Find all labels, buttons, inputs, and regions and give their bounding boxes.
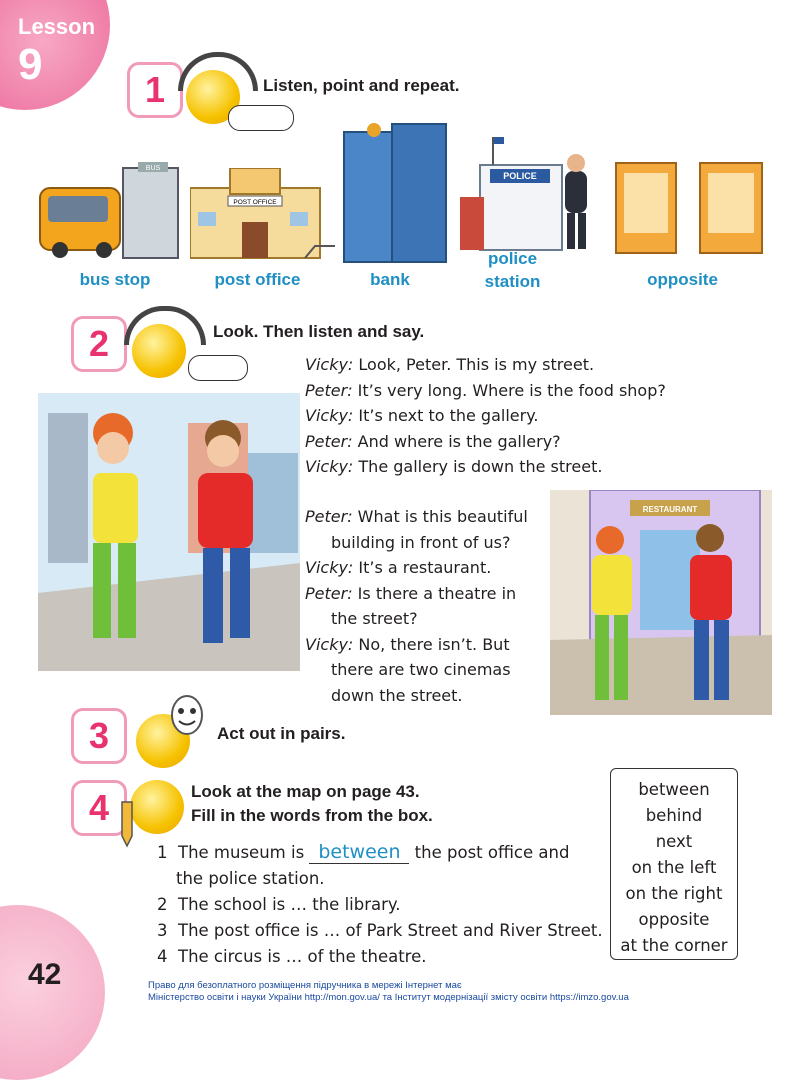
dialogue-line: Vicky: No, there isn’t. But [305,634,510,654]
girl-leg [118,543,136,638]
girl-face [97,432,129,464]
bus-stop-picture [38,160,183,260]
pencil-icon [118,800,142,848]
bus-shelter [123,168,178,258]
girl-shirt-yellow [592,555,632,615]
task-4-instruction-line2: Fill in the words from the box. [191,806,433,825]
task-4-instruction [191,780,433,828]
coin-icon [367,123,381,137]
vocab-post-office: post office [214,270,301,289]
brick-wing [460,197,484,250]
footer-line-1: Право для безоплатного розміщення підручника в мережі Інтернет має [148,980,462,991]
page-badge [0,905,105,1080]
girl-leg [93,543,111,638]
post-office-sign-text: POST OFFICE [233,199,277,206]
vocab-police-station-line1: police [487,249,538,268]
vocab-opposite: opposite [647,270,718,289]
girl-hair [596,526,624,554]
bus-wheel [52,242,68,258]
word-box-item: behind [645,806,703,825]
word-box-item: between [638,780,710,799]
dialogue-line: the street? [331,609,418,628]
bus-sign-text: BUS [145,165,161,172]
footer-line-2: Міністерство освіти і науки України http://mon.gov.ua/ та Інститут модернізації змісту освіти https://imzo.gov.ua [148,992,629,1003]
word-box-item: opposite [638,910,710,929]
boy-leg [714,620,729,700]
mask-eye [190,708,196,714]
task-3-instruction: Act out in pairs. [217,724,346,743]
exercise-item-1-cont: the police station. [176,869,325,888]
dialogue-line: Peter: What is this beautiful [305,507,528,526]
girl-leg [614,615,628,700]
word-box-item: on the left [631,858,717,877]
task-1-instruction: Listen, point and repeat. [263,76,460,95]
windows-right [708,173,754,233]
lesson-label: Lesson [18,14,96,39]
officer-leg [567,213,575,249]
boy-leg [230,548,250,638]
exercise-item-3: 3 The post office is … of Park Street and River Street. [157,921,603,940]
restaurant-illustration [550,490,772,715]
boy-shirt-red [198,473,253,548]
girl-leg [595,615,609,700]
word-box-item: on the right [625,884,723,903]
copyright-footer [148,980,629,1004]
bus-window [48,196,108,222]
pavement [550,635,772,715]
mask-face [172,696,202,734]
exercise-list [157,840,603,970]
dialogue-line: Peter: Is there a theatre in [305,583,517,603]
bank-tower-left [344,132,394,262]
task-2-number: 2 [71,316,127,372]
officer-leg [578,213,586,249]
word-box [610,768,738,960]
task-4-instruction-line1: Look at the map on page 43. [191,782,420,801]
pencil-body [122,802,132,846]
bank-picture [340,120,450,265]
police-officer [565,171,587,213]
boy-hair [696,524,724,552]
bank-tower-right [392,124,446,262]
vocab-bus-stop: bus stop [79,270,151,289]
door [242,222,268,258]
mask-eye [178,708,184,714]
lesson-number: 9 [18,40,43,89]
police-sign-text: POLICE [503,171,537,181]
city-building [48,413,88,563]
dialogue-line: Vicky: It’s a restaurant. [305,558,492,577]
police-station-picture [460,135,600,253]
street-illustration [38,393,300,671]
word-box-item: at the corner [620,936,728,955]
task-4-number: 4 [71,780,127,836]
task-2-instruction: Look. Then listen and say. [213,322,425,341]
word-box-item: next [655,832,693,851]
boy-shirt-red [690,555,732,620]
post-office-tower [230,168,280,194]
windows-left [624,173,668,233]
dialogue-line: there are two cinemas [331,660,511,679]
dialogue-2 [305,504,528,708]
speech-bubble-icon [188,355,248,381]
dialogue-line: Vicky: It’s next to the gallery. [305,406,539,425]
boy-leg [694,620,709,700]
flag [494,137,504,144]
window [198,212,216,226]
smiley-listening-icon [132,324,186,378]
exercise-item-2: 2 The school is … the library. [157,895,401,914]
dialogue-line: Peter: It’s very long. Where is the food shop? [305,380,666,400]
restaurant-sign-text: RESTAURANT [642,505,698,514]
answer-field[interactable]: between [309,841,409,864]
boy-face [207,435,239,467]
city-building [248,453,298,553]
dialogue-line: down the street. [331,685,463,705]
speech-bubble-icon [228,105,294,131]
page-number: 42 [28,958,62,991]
vocab-police-station [470,247,555,293]
bus-wheel [96,242,112,258]
dialogue-line: building in front of us? [331,532,511,552]
vocab-police-station-line2: station [484,272,541,291]
theatre-mask-icon [168,693,206,737]
girl-shirt-yellow [93,473,138,543]
officer-head [567,154,585,172]
dialogue-line: Vicky: The gallery is down the street. [305,457,603,476]
opposite-picture [612,155,767,255]
window [290,212,308,226]
dialogue-1 [305,352,666,480]
dialogue-line: Peter: And where is the gallery? [305,431,561,451]
exercise-item-4: 4 The circus is … of the theatre. [157,947,427,966]
boy-leg [203,548,223,643]
exercise-item-1: 1 The museum is between the post office and [157,841,570,863]
vocab-bank: bank [370,270,410,289]
post-office-picture [190,168,340,263]
dialogue-line: Vicky: Look, Peter. This is my street. [305,355,595,374]
task-1-number: 1 [127,62,183,118]
task-3-number: 3 [71,708,127,764]
